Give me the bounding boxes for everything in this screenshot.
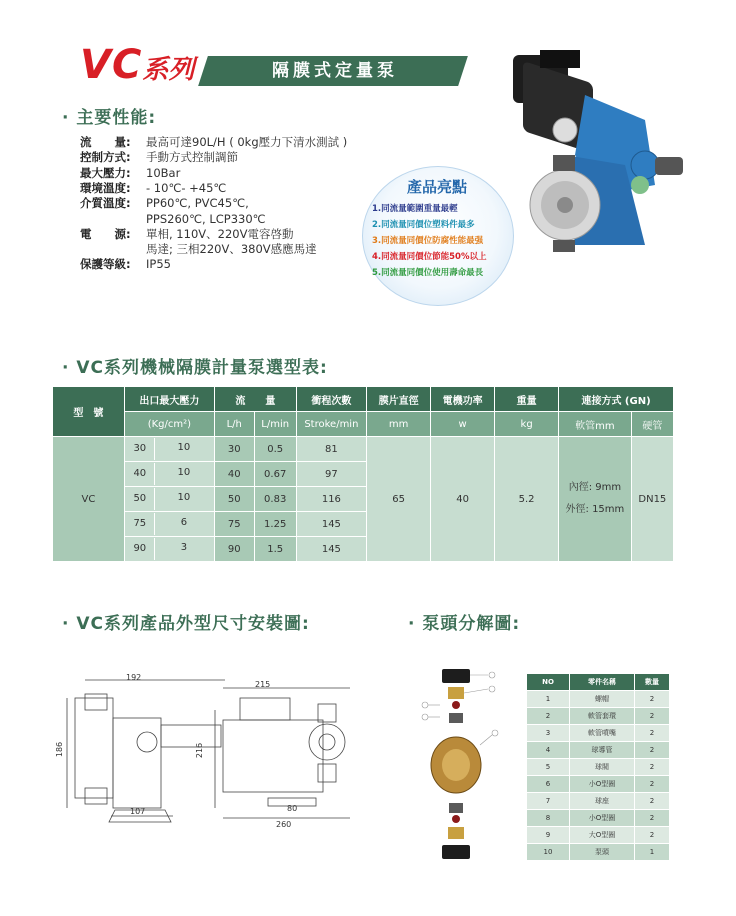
spec-value: PP60℃, PVC45℃,: [146, 196, 249, 211]
parts-qty: 2: [635, 708, 670, 725]
row-code: 30: [126, 438, 155, 460]
motor-terminal-box: [540, 50, 580, 68]
side-motor-cap: [240, 698, 290, 720]
dim-192: 192: [126, 673, 142, 682]
spec-value: - 10℃- +45℃: [146, 180, 227, 195]
parts-qty: 2: [635, 725, 670, 742]
unit-hard: 硬管: [631, 412, 673, 437]
explode-title: · 泵頭分解圖:: [408, 614, 521, 634]
row-stroke: 97: [296, 462, 366, 487]
callout-line: [464, 689, 488, 693]
parts-no: 3: [527, 725, 570, 742]
pump-valve-bottom: [553, 240, 575, 252]
parts-qty: 2: [635, 691, 670, 708]
front-housing: [161, 725, 221, 747]
power-value: 40: [431, 437, 495, 562]
parts-no: 8: [527, 810, 570, 827]
parts-row: [527, 793, 670, 810]
pump-head-center: [557, 197, 573, 213]
parts-no: 4: [527, 742, 570, 759]
row-pressure: 6: [180, 517, 188, 528]
table-row: [53, 437, 674, 462]
row-stroke: 116: [296, 487, 366, 512]
parts-qty: 2: [635, 793, 670, 810]
parts-no: 7: [527, 793, 570, 810]
soft-outer: 外徑: 15mm: [565, 504, 625, 515]
parts-name: 球導管: [570, 742, 635, 759]
header-connection: 連接方式 (GN): [559, 387, 674, 412]
row-lmin: 0.67: [254, 462, 296, 487]
row-lh: 90: [214, 537, 254, 562]
row-pressure: 3: [180, 542, 188, 553]
parts-name: 軟管套環: [570, 708, 635, 725]
highlight-item: 5.同流量同價位使用壽命最長: [372, 268, 484, 278]
parts-no: 10: [527, 844, 570, 861]
parts-name: 泵頭: [570, 844, 635, 861]
row-pressure: 10: [177, 442, 191, 453]
pump-photo: [505, 45, 705, 255]
spec-row: [80, 212, 266, 227]
brand-series: 系列: [142, 55, 195, 85]
row-lh: 30: [214, 437, 254, 462]
callout-circle: [422, 702, 428, 708]
parts-name: 軟管噴嘴: [570, 725, 635, 742]
unit-lmin: L/min: [254, 412, 296, 437]
parts-no: 9: [527, 827, 570, 844]
dim-186: 186: [55, 741, 65, 758]
callout-circle: [489, 686, 495, 692]
parts-qty: 2: [635, 776, 670, 793]
hard-pipe-value: DN15: [631, 437, 673, 562]
highlight-item: 4.同流量同價位節能50%以上: [372, 252, 487, 262]
parts-name: 螺帽: [570, 691, 635, 708]
row-lmin: 1.25: [254, 512, 296, 537]
dim-260: 260: [276, 820, 292, 829]
spec-key: 環境溫度:: [80, 180, 131, 195]
spec-value: PPS260℃, LCP330℃: [146, 211, 266, 226]
pump-valve-top: [553, 155, 575, 171]
side-pump-head: [309, 724, 345, 760]
header-weight: 重量: [495, 387, 559, 412]
highlight-item: 2.同流量同價位塑料件最多: [372, 220, 475, 230]
parts-table: [526, 673, 670, 861]
spec-row: [80, 196, 249, 211]
spec-value: 單相, 110V、220V電容啓動: [146, 226, 294, 241]
part-nozzle-top: [448, 687, 464, 699]
parts-row: [527, 725, 670, 742]
parts-qty: 2: [635, 827, 670, 844]
spec-row: [80, 166, 180, 181]
callout-line: [480, 735, 492, 745]
row-lmin: 0.83: [254, 487, 296, 512]
parts-name: 球閥: [570, 759, 635, 776]
row-code: 50: [126, 488, 155, 510]
part-pump-head-inner: [442, 749, 470, 781]
side-bottom-valve: [318, 764, 336, 782]
parts-header-name: 零件名稱: [570, 674, 635, 691]
parts-qty: 2: [635, 742, 670, 759]
callout-circle: [492, 730, 498, 736]
selection-title: · VC系列機械隔膜計量泵選型表:: [62, 358, 328, 378]
parts-row: [527, 742, 670, 759]
parts-name: 小O型圈: [570, 776, 635, 793]
row-lh: 75: [214, 512, 254, 537]
row-cell: [124, 487, 214, 512]
front-pump-body: [75, 698, 113, 798]
side-pump-head-inner: [319, 734, 335, 750]
side-motor: [223, 720, 323, 792]
parts-qty: 2: [635, 810, 670, 827]
model-name: VC: [53, 437, 125, 562]
soft-pipe-value: [559, 437, 632, 562]
row-code: 90: [126, 538, 155, 560]
soft-inner: 內徑: 9mm: [568, 482, 622, 493]
parts-qty: 1: [635, 844, 670, 861]
spec-value: 最高可達90L/H ( 0kg壓力下清水測試 ): [146, 135, 348, 149]
dim-216: 216: [195, 742, 205, 759]
header-flow: 流 量: [214, 387, 296, 412]
parts-no: 6: [527, 776, 570, 793]
header-power: 電機功率: [431, 387, 495, 412]
header-pressure: 出口最大壓力: [124, 387, 214, 412]
parts-no: 2: [527, 708, 570, 725]
spec-key: 控制方式:: [80, 150, 131, 165]
stroke-adjust-knob: [655, 157, 683, 175]
front-bottom-valve: [85, 788, 107, 804]
parts-row: [527, 708, 670, 725]
spec-row: [80, 257, 171, 272]
parts-header-qty: 數量: [635, 674, 670, 691]
stroke-knob-ring: [631, 151, 659, 179]
dimensions-title: · VC系列產品外型尺寸安裝圖:: [62, 614, 310, 634]
spec-row: [80, 150, 238, 165]
diaphragm-value: 65: [366, 437, 430, 562]
dimension-drawing: [55, 670, 375, 840]
row-lh: 50: [214, 487, 254, 512]
label-badge: [631, 176, 649, 194]
parts-no: 1: [527, 691, 570, 708]
front-body: [113, 718, 161, 808]
spec-row: [80, 242, 317, 257]
header-diaphragm: 膜片直徑: [366, 387, 430, 412]
parts-row: [527, 844, 670, 861]
spec-value: IP55: [146, 257, 171, 272]
part-seat-bottom: [449, 803, 463, 813]
unit-stroke: Stroke/min: [296, 412, 366, 437]
spec-value: 10Bar: [146, 165, 181, 180]
unit-pressure: (Kg/cm²): [124, 412, 214, 437]
spec-key: 最大壓力:: [80, 165, 131, 180]
parts-qty: 2: [635, 759, 670, 776]
spec-key: 電 源:: [80, 226, 131, 241]
dim-80: 80: [287, 804, 298, 813]
performance-title: · 主要性能:: [62, 108, 157, 128]
unit-lh: L/h: [214, 412, 254, 437]
spec-key: 保護等級:: [80, 257, 131, 272]
unit-kg: kg: [495, 412, 559, 437]
unit-mm: mm: [366, 412, 430, 437]
dim-215: 215: [255, 680, 271, 689]
parts-name: 球座: [570, 793, 635, 810]
parts-row: [527, 691, 670, 708]
spec-row: [80, 135, 347, 150]
unit-soft: 軟管mm: [559, 412, 632, 437]
pump-outlet: [553, 118, 577, 142]
parts-row: [527, 810, 670, 827]
spec-row: [80, 227, 293, 242]
header-stroke: 衝程次數: [296, 387, 366, 412]
row-cell: [124, 462, 214, 487]
highlight-item: 1.同流量範圍重量最輕: [372, 204, 458, 214]
callout-circle: [489, 672, 495, 678]
selection-table: [52, 386, 674, 562]
spec-value: 手動方式控制調節: [146, 150, 238, 165]
highlight-title: 產品亮點: [406, 178, 467, 196]
front-circle: [137, 732, 157, 752]
brand-logo: [80, 42, 194, 88]
part-ball-top: [452, 701, 460, 709]
spec-value: 馬達; 三相220V、380V感應馬達: [146, 242, 317, 257]
side-top-valve: [318, 704, 336, 722]
weight-value: 5.2: [495, 437, 559, 562]
spec-key: 介質溫度:: [80, 196, 131, 211]
parts-name: 大O型圈: [570, 827, 635, 844]
row-lh: 40: [214, 462, 254, 487]
spec-row: [80, 181, 226, 196]
part-nut-bottom: [442, 845, 470, 859]
row-cell: [124, 437, 214, 462]
parts-row: [527, 759, 670, 776]
part-seat-top: [449, 713, 463, 723]
parts-row: [527, 776, 670, 793]
part-nut-top: [442, 669, 470, 683]
row-pressure: 10: [177, 492, 191, 503]
front-top-valve: [85, 694, 107, 710]
highlight-item: 3.同流量同價位防腐性能最强: [372, 236, 484, 246]
unit-w: w: [431, 412, 495, 437]
exploded-view: [420, 665, 500, 865]
parts-row: [527, 827, 670, 844]
parts-name: 小O型圈: [570, 810, 635, 827]
row-cell: [124, 512, 214, 537]
row-lmin: 0.5: [254, 437, 296, 462]
row-stroke: 81: [296, 437, 366, 462]
row-code: 40: [126, 463, 155, 485]
header-model: 型 號: [53, 387, 125, 437]
title-banner-text: 隔膜式定量泵: [272, 61, 398, 81]
part-nozzle-bottom: [448, 827, 464, 839]
part-ball-bottom: [452, 815, 460, 823]
row-stroke: 145: [296, 512, 366, 537]
dim-107: 107: [130, 807, 146, 816]
row-lmin: 1.5: [254, 537, 296, 562]
parts-no: 5: [527, 759, 570, 776]
callout-circle: [422, 714, 428, 720]
parts-header-no: NO: [527, 674, 570, 691]
row-cell: [124, 537, 214, 562]
row-stroke: 145: [296, 537, 366, 562]
spec-key: 流 量:: [80, 135, 131, 149]
row-pressure: 10: [177, 467, 191, 478]
row-code: 75: [126, 513, 155, 535]
brand-vc: VC: [80, 42, 143, 88]
